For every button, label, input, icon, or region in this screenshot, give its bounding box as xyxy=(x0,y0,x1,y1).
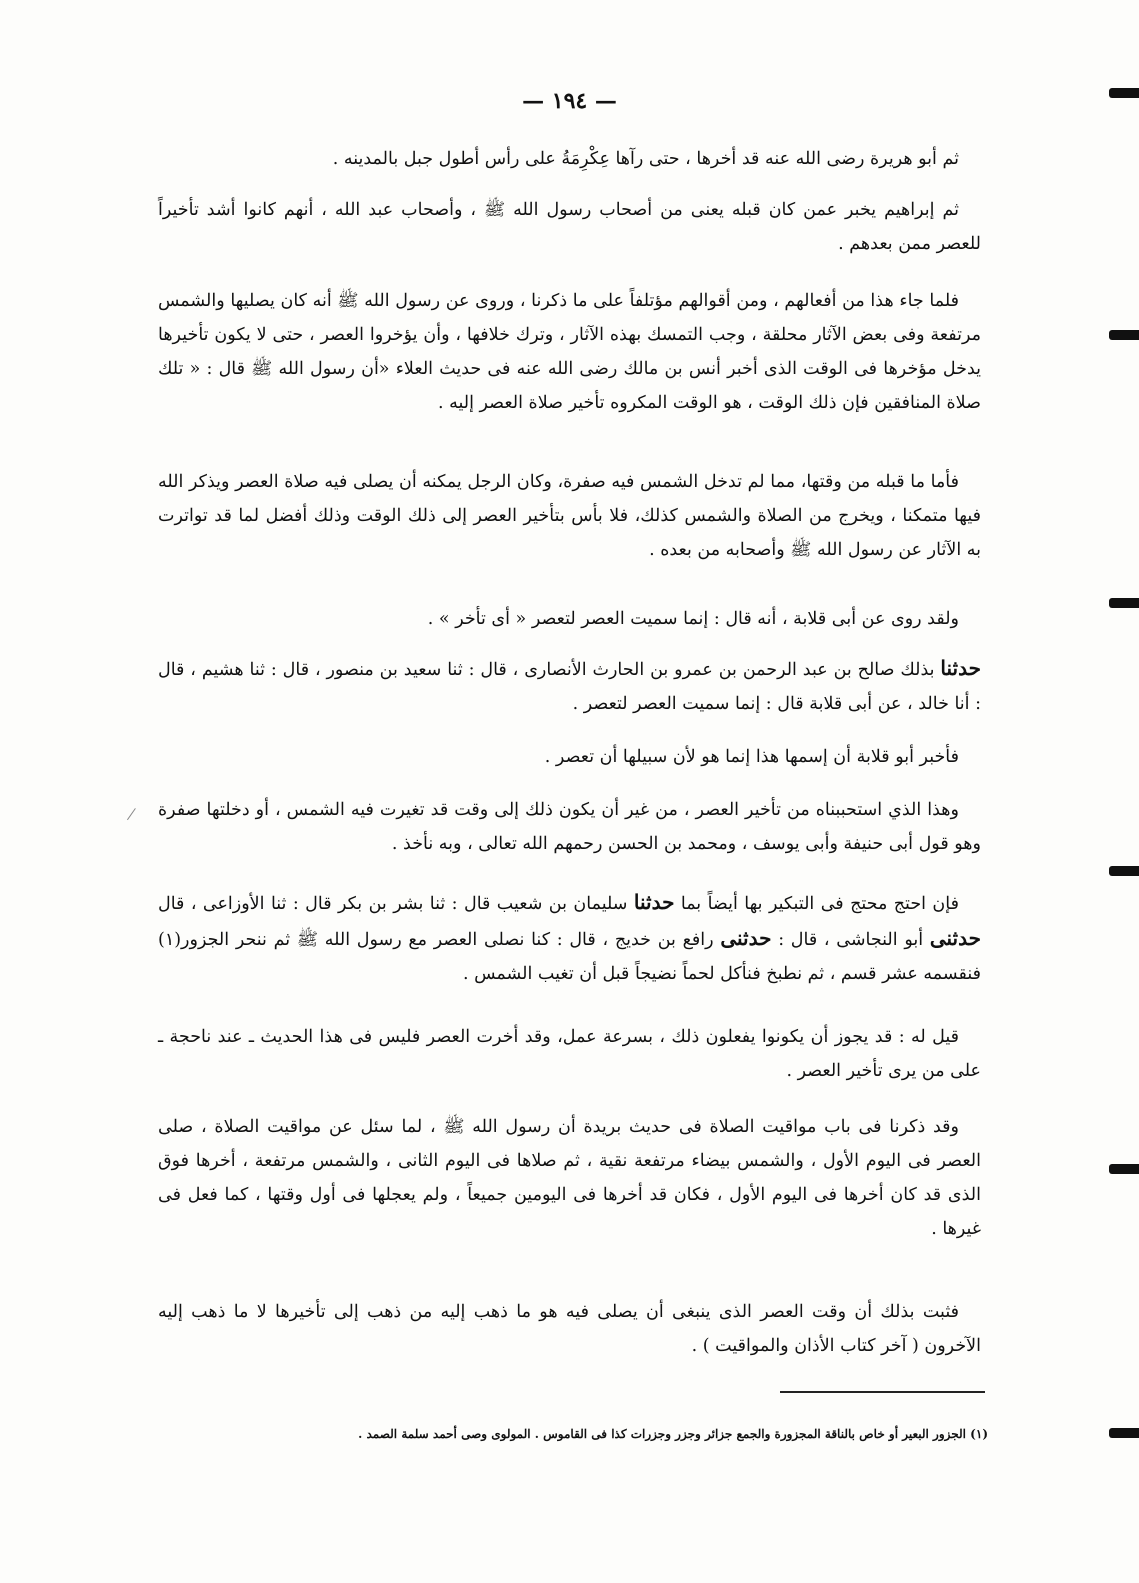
paragraph-10: قيل له : قد يجوز أن يكونوا يفعلون ذلك ، بسرعة عمل، وقد أخرت العصر فليس فى هذا الحديث ـ عند ناحجة ـ على من يرى تأخير العصر . xyxy=(158,1027,981,1081)
paragraph-9-text-c: أبو النجاشى ، قال : xyxy=(778,930,924,950)
footnote-divider xyxy=(780,1391,985,1393)
binding-hole-mark xyxy=(1109,598,1139,608)
binding-hole-mark xyxy=(1109,330,1139,340)
paragraph-11: وقد ذكرنا فى باب مواقيت الصلاة فى حديث بريدة أن رسول الله ﷺ ، لما سئل عن مواقيت الصلاة ، صلى العصر فى اليوم الأول ، والشمس بيضاء مرتفعة نقية ، ثم صلاها فى اليوم الثانى ، والشمس مرتفعة ، أخرها فوق الذى قد كان أخرها فى اليوم الأول ، فكان قد أخرها فى اليومين جميعاً ، ولم يعجلها فى أول وقتها ، كما فعل فى غيرها . xyxy=(158,1117,981,1239)
paragraph-6 xyxy=(158,651,981,721)
binding-hole-mark xyxy=(1109,88,1139,98)
paragraph-9-text-d: رافع بن خديج ، قال : كنا نصلى العصر مع رسول الله ﷺ ثم ننحر الجزور(١) فنقسمه عشر قسم ، ثم نطبخ فنأكل لحماً نضيجاً قبل أن تغيب الشمس . xyxy=(158,930,981,984)
stray-pen-mark xyxy=(127,808,144,826)
body-text xyxy=(158,193,981,261)
body-text xyxy=(158,651,981,721)
paragraph-3: فلما جاء هذا من أفعالهم ، ومن أقوالهم مؤتلفاً على ما ذكرنا ، وروى عن رسول الله ﷺ أنه كان يصليها والشمس مرتفعة وفى بعض الآثار محلقة ، وجب التمسك بهذه الآثار ، وترك خلافها ، وأن يؤخروا العصر ، حتى لا يكون تأخيرها يدخل مؤخرها فى الوقت الذى أخبر أنس بن مالك رضى الله عنه فى حديث العلاء «أن رسول الله ﷺ قال : « تلك صلاة المنافقين فإن ذلك الوقت ، هو الوقت المكروه تأخير صلاة العصر إليه . xyxy=(158,291,981,413)
binding-hole-mark xyxy=(1109,1164,1139,1174)
body-text xyxy=(158,793,981,861)
body-text xyxy=(158,1020,981,1088)
body-text xyxy=(158,1295,981,1363)
body-text xyxy=(158,602,981,636)
body-text xyxy=(158,740,981,774)
page-number: — ١٩٤ — xyxy=(522,88,617,114)
haddathana-lead: حدثنا xyxy=(940,656,981,680)
paragraph-9 xyxy=(158,885,981,991)
footnote: (١) الجزور البعير أو خاص بالناقة المجزورة والجمع جزائر وجزر وجزرات كذا فى القاموس . المولوى وصى أحمد سلمة الصمد . xyxy=(358,1427,988,1441)
body-text xyxy=(158,142,981,176)
binding-hole-mark xyxy=(1109,866,1139,876)
paragraph-6-text: بذلك صالح بن عبد الرحمن بن عمرو بن الحارث الأنصارى ، قال : ثنا سعيد بن منصور ، قال : ثنا هشيم ، قال : أنا خالد ، عن أبى قلابة قال : إنما سميت العصر لتعصر . xyxy=(158,660,981,714)
body-text xyxy=(158,1110,981,1246)
body-text xyxy=(158,885,981,991)
paragraph-12: فثبت بذلك أن وقت العصر الذى ينبغى أن يصلى فيه هو ما ذهب إليه من ذهب إلى تأخيرها لا ما ذهب إليه الآخرون ( آخر كتاب الأذان والمواقيت ) . xyxy=(158,1302,981,1356)
paragraph-5: ولقد روى عن أبى قلابة ، أنه قال : إنما سميت العصر لتعصر « أى تأخر » . xyxy=(427,609,959,629)
paragraph-4: فأما ما قبله من وقتها، مما لم تدخل الشمس فيه صفرة، وكان الرجل يمكنه أن يصلى فيه صلاة العصر ويذكر الله فيها متمكنا ، ويخرج من الصلاة والشمس كذلك، فلا بأس بتأخير العصر إلى ذلك الوقت وذلك أفضل لما قد تواترت به الآثار عن رسول الله ﷺ وأصحابه من بعده . xyxy=(158,472,981,560)
haddathana-lead: حدثنا xyxy=(633,890,675,914)
haddathani-lead: حدثنى xyxy=(929,926,981,950)
paragraph-8: وهذا الذي استحببناه من تأخير العصر ، من غير أن يكون ذلك إلى وقت قد تغيرت فيه الشمس ، أو دخلتها صفرة وهو قول أبى حنيفة وأبى يوسف ، ومحمد بن الحسن رحمهم الله تعالى ، وبه نأخذ . xyxy=(158,800,981,854)
paragraph-1: ثم أبو هريرة رضى الله عنه قد أخرها ، حتى رآها عِكْرِمَةُ على رأس أطول جبل بالمدينه . xyxy=(332,149,959,169)
paragraph-2: ثم إبراهيم يخبر عمن كان قبله يعنى من أصحاب رسول الله ﷺ ، وأصحاب عبد الله ، أنهم كانوا أشد تأخيراً للعصر ممن بعدهم . xyxy=(158,200,981,254)
body-text xyxy=(158,284,981,420)
body-text xyxy=(158,465,981,567)
paragraph-7: فأخبر أبو قلابة أن إسمها هذا إنما هو لأن سبيلها أن تعصر . xyxy=(544,747,959,767)
haddathani-lead: حدثنى xyxy=(720,926,772,950)
binding-hole-mark xyxy=(1109,1428,1139,1438)
paragraph-9-text-a: فإن احتج محتج فى التبكير بها أيضاً بما xyxy=(680,894,959,914)
paragraph-9-text-b: سليمان بن شعيب قال : ثنا بشر بن بكر قال : ثنا الأوزاعى ، قال xyxy=(158,894,628,914)
